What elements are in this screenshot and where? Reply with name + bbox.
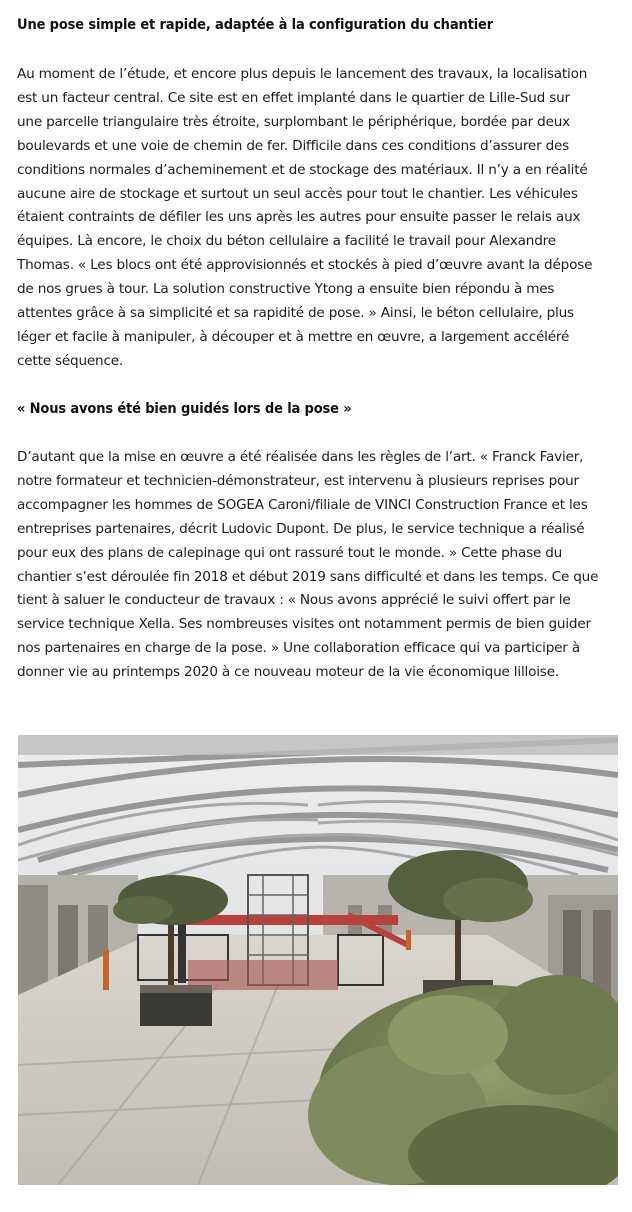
roof-edge (18, 735, 618, 755)
text-line: une parcelle triangulaire très étroite, surplombant le périphérique, bordée par deux (17, 113, 570, 130)
text-line: de nos grues à tour. La solution constructive Ytong a ensuite bien répondu à mes (17, 281, 555, 298)
text-line: pour eux des plans de calepinage qui ont rassuré tout le monde. » Cette phase du (17, 544, 563, 561)
text-line: donner vie au printemps 2020 à ce nouveau moteur de la vie économique lilloise. (17, 664, 559, 681)
text-line: entreprises partenaires, décrit Ludovic Dupont. De plus, le service technique a réalisé (17, 520, 585, 537)
text-line: chantier s’est déroulée fin 2018 et début 2019 sans difficulté et dans les temps. Ce que (17, 568, 599, 585)
text-line: léger et facile à manipuler, à découper et à mettre en œuvre, a largement accéléré (17, 328, 570, 345)
text-line: conditions normales d’acheminement et de stockage des matériaux. Il n’y a en réalité (17, 161, 588, 178)
section-heading-pose: Une pose simple et rapide, adaptée à la configuration du chantier (17, 17, 494, 33)
worker-figure (103, 950, 109, 990)
text-line: étaient contraints de défiler les uns après les autres pour ensuite passer le relais aux (17, 209, 581, 226)
text-line: nos partenaires en charge de la pose. » Une collaboration efficace qui va participer à (17, 640, 580, 657)
construction-site-photo (18, 735, 618, 1185)
text-line: boulevards et une voie de chemin de fer. Difficile dans ces conditions d’assurer des (17, 137, 570, 154)
text-line: est un facteur central. Ce site est en effet implanté dans le quartier de Lille-Sud sur (17, 89, 570, 106)
worker-figure (406, 930, 411, 950)
text-line: Au moment de l’étude, et encore plus depuis le lancement des travaux, la localisation (17, 66, 588, 82)
text-line: Thomas. « Les blocs ont été approvisionnés et stockés à pied d’œuvre avant la dépose (17, 257, 593, 274)
text-line: tient à saluer le conducteur de travaux : « Nous avons apprécié le suivi offert par le (17, 592, 571, 609)
atrium-illustration (18, 735, 618, 1185)
text-line: service technique Xella. Ses nombreuses visites ont notamment permis de bien guider (17, 616, 591, 633)
text-line: aucune aire de stockage et surtout un seul accès pour tout le chantier. Les véhicules (17, 185, 578, 202)
text-line: notre formateur et technicien-démonstrateur, est intervenu à plusieurs reprises pour (17, 472, 579, 489)
paragraph-localisation (17, 63, 592, 374)
text-line: équipes. Là encore, le choix du béton cellulaire a facilité le travail pour Alexandre (17, 233, 556, 250)
text-line: accompagner les hommes de SOGEA Caroni/filiale de VINCI Construction France et les (17, 496, 588, 513)
text-line: attentes grâce à sa simplicité et sa rapidité de pose. » Ainsi, le béton cellulaire, plus (17, 305, 574, 322)
paragraph-mise-en-oeuvre (17, 446, 598, 685)
section-heading-guidance: « Nous avons été bien guidés lors de la pose » (17, 401, 352, 417)
text-line: cette séquence. (17, 352, 124, 369)
text-line: D’autant que la mise en œuvre a été réalisée dans les règles de l’art. « Franck Favier, (17, 449, 584, 465)
